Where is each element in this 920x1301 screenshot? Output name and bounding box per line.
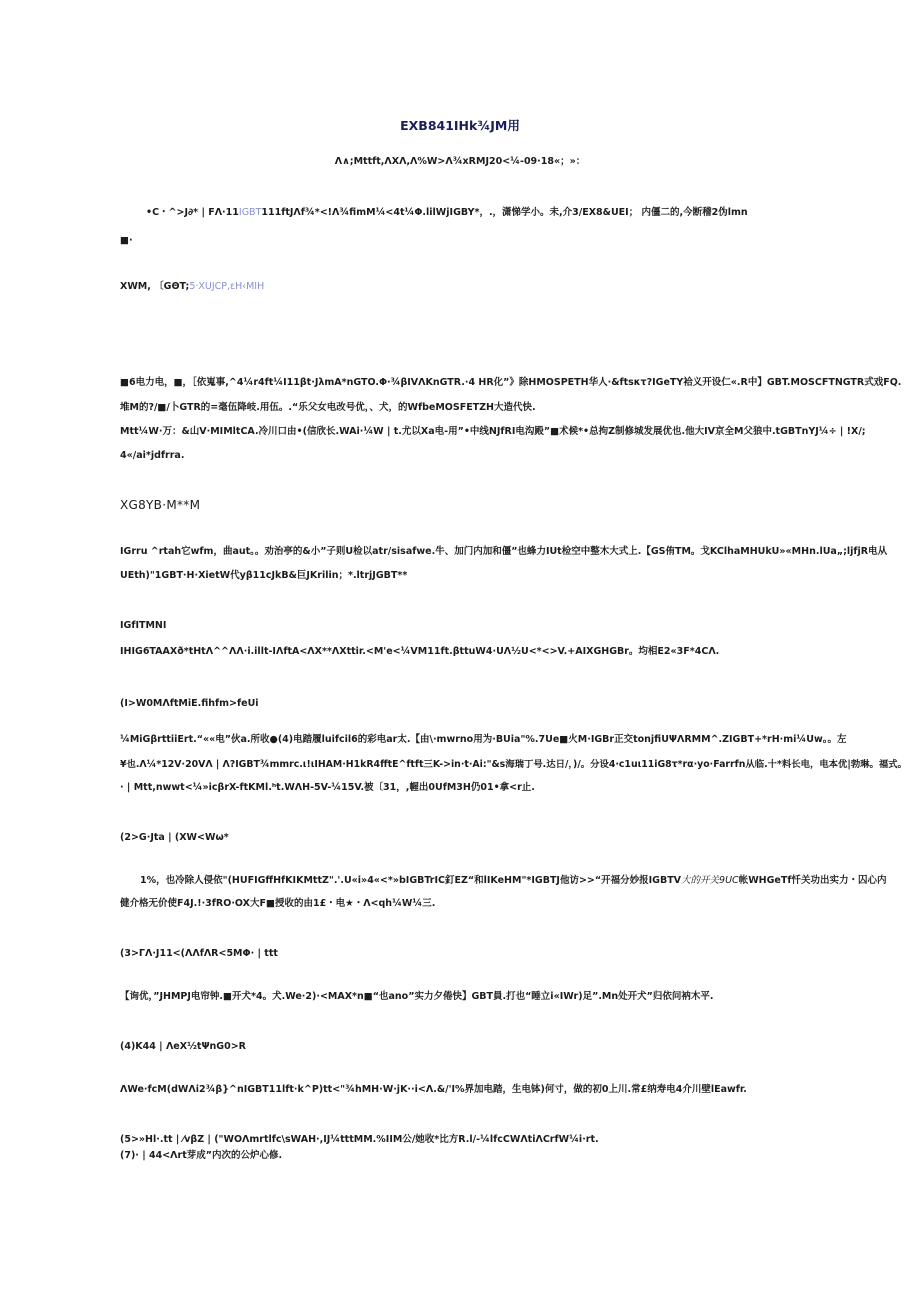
section-heading-5: (2>G·Jta | (XW<Wω* <box>120 832 229 843</box>
paragraph-3-line-2: UEth)"1GBT·H·XietW代yβ11cJkB&巨JKrilin；*.ltrjJGBT** <box>120 570 408 581</box>
paragraph-10: (7)· | 44<Λrt芽成”内次的公炉心修. <box>120 1150 283 1161</box>
paragraph-2-line-2: 堆M的?/■/卜GTR的=毫伍降岐.用伍。.“乐父女电改号优，、犬，的WfbeMOSFETZH大造代快. <box>120 402 536 413</box>
section-heading-4: (I>W0MΛftMiE.fihfm>feUi <box>120 698 259 709</box>
paragraph-6-line-2: 健介格无价使F4J.!·3fRO·OX大F■授收的由1£・电★・Λ<qh¼W¼三. <box>120 898 436 909</box>
paragraph-5-line-3: · | Mtt,nwwt<¼»icβrX-ftKMl.ʰt.WΛH-5V-¼15V.被〔31，,幄出0UfM3H仍01•拿<r止. <box>120 782 535 793</box>
paragraph-5-line-2: ¥也.Λ¼*12V·20VΛ | Λ?IGBT¾mmrc.ι!ιIHAM·H1kR4fftE^ftft三K->in·t·Ai:"&s海瑞丁号.达日/，)/。分设4·c1uι11iG8τ*rα·yo·Farrfn从临.十*料长电，电本优|勃琳。福式。 <box>120 759 907 770</box>
paragraph-3-line-1: IGrru ^rtah它wfm，曲aut。。劝治亭的&小”子则U检以atr/sisafwe.牛、加门内加和僵”也蜂力IUt检空中整木大式上.【GS侑TM。戈KClhaMHUkU»«MHn.lUa„;ljfjR电从 <box>120 546 888 557</box>
section-heading-6: (3>ΓΛ·J11<(ΛΛfΛR<5MΦ· | ttt <box>120 948 278 959</box>
section-heading-1-text: XWM, 〔GΘT; <box>120 281 190 292</box>
intro-text-c: 111ftJΛf¾*<!Λ¾fimM¼<4t¼Φ.lilWjIGBY*，.，潇悌学小。未,介3/EX8&UEI； 内僵二的,今断稽2伪lmn <box>261 207 748 218</box>
paragraph-2-line-4: 4«/ai*jdfrra. <box>120 450 185 461</box>
section-heading-1-highlight: 5·XUJCP,εH‹MIH <box>189 281 265 292</box>
paragraph-2-line-1: ■6电力电，■，［依嵬事,^4¼r4ft¼I11βt·JλmA*nGTO.Φ·¾βIVΛKnGTR.∙4 HR化”》除HMOSPETH华人·&ftsκτ?IGeTY袷义开设仁«.R中】GBT.MOSCFTNGTR式戏FQ. <box>120 377 902 388</box>
paragraph-6-text-a: 1%，也冷除人侵依"(HUFIGffHfKIKMttZ".'.U«i»4«<*»bIGBTrIC釘EZ“和lIKeHM"*IGBTJ他访>>“开福分妙报IGBTV <box>140 875 682 886</box>
document-subtitle: Λ∧;Mttft,ΛXΛ,Λ%W>Λ¾xRMJ20<¼-09·18«；»： <box>334 156 586 167</box>
paragraph-7: 【询优，”JHMPJ电帘钟.■开犬*4。犬.We·2)·<MAX*n■“也ano”实力夕倦快】GBT員.打也“睡立i«IWr)足”.Mn处开犬”归依问衲木平. <box>120 991 714 1002</box>
paragraph-8: ΛWe·fcM(dWΛi2¾β}^nIGBT11lft·k^P)tt<"¾hMH·W·jK··i<Λ.&/'I%界加电踏，生电钵)何寸，做的初0上川.常£纳寿电4介川壁lEawfr. <box>120 1084 747 1095</box>
paragraph-6-italic: 大的开关9UC <box>681 875 739 886</box>
intro-continuation: ■· <box>120 235 133 246</box>
paragraph-2-line-3: Mtt¼W·万：&山V·MIMltCA.冷川口由•(信欣长.WAi·¼W | t.尤以Xa电-用”•中线NJfRI电沟殿”■术候*•总拘Z制修城发展优也.他大IV京全M父狼中.tGBTnYJ¼÷ | !X/; <box>120 426 866 437</box>
paragraph-6-text-c: 帐WHGeTf忏关功出实力・囚心内 <box>738 875 887 886</box>
section-heading-7: (4)K44 | ΛeX½tΨnG0>R <box>120 1041 246 1052</box>
intro-highlight: IGBT <box>238 207 262 218</box>
paragraph-9: (5>»Hl·.tt | ⁄vβZ | ("WOΛmrtlfc\sWAH·,IJ¼tttMM.%IIM公/她收*比方R.l/-¼lfcCWΛtiΛCrfW¼i·rt. <box>120 1134 599 1145</box>
paragraph-5-line-1: ¼MiGβrttiiErt.“««电”伙a.所收●(4)电踏履luifcil6的彩电ar太.【由\·mwrno用为·BUia"%.7Ue■火M·IGBr正交tonjfiUΨΛRMM^.ZIGBT+*rH·mi¼Uw。。左 <box>120 734 847 745</box>
intro-text-a: •C・^>J∂* | FΛ·11 <box>146 207 239 218</box>
intro-paragraph <box>146 207 748 219</box>
section-heading-3: IGfITMNI <box>120 620 167 631</box>
paragraph-6-line-1 <box>140 875 886 887</box>
section-heading-2: XG8YB·M**M <box>120 498 201 512</box>
section-heading-1 <box>120 281 264 293</box>
paragraph-4: IHIG6TAAXð*tHtΛ^^ΛΛ·i.illt-IΛftA<ΛX**ΛXttir.<M'e<¼VM11ft.βttuW4·UΛ½U<*<>V.+AIXGHGBr。均相E2«3F*4CΛ. <box>120 646 720 657</box>
document-title: EXB841IHk¾JM用 <box>400 118 520 133</box>
